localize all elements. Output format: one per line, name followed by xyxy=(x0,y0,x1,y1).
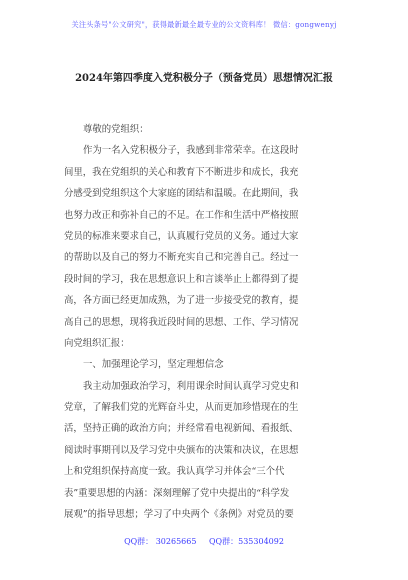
section-line: 活，坚持正确的政治方向；并经常看电视新闻、看报纸、 xyxy=(64,423,299,435)
footer-qq-group-2: QQ群：535304092 xyxy=(209,537,284,546)
footer-contact xyxy=(0,536,408,547)
document-body xyxy=(64,119,354,525)
section-line: 展观”的指导思想；学习了中央两个《条例》对党员的要 xyxy=(64,509,294,521)
paragraph-line: 高，各方面已经更加成熟，为了进一步接受党的教育，提 xyxy=(64,295,299,307)
salutation: 尊敬的党组织： xyxy=(83,124,149,135)
section-heading: 一、加强理论学习，坚定理想信念 xyxy=(83,359,224,371)
document-title: 2024年第四季度入党积极分子（预备党员）思想情况汇报 xyxy=(75,73,333,84)
paragraph-line: 分感受到党组织这个大家庭的团结和温暖。在此期间，我 xyxy=(64,188,299,200)
paragraph-line: 间里，我在党组织的关心和教育下不断进步和成长，我充 xyxy=(64,166,299,178)
section-line: 阅读时事期刊以及学习党中央颁布的决策和决议，在思想 xyxy=(64,444,299,456)
paragraph-line: 也努力改正和弥补自己的不足。在工作和生活中严格按照 xyxy=(64,209,299,221)
section-line: 表”重要思想的内涵：深刻理解了党中央提出的“科学发 xyxy=(64,487,290,499)
paragraph-line: 高自己的思想，现将我近段时间的思想、工作、学习情况 xyxy=(64,316,299,328)
paragraph-line: 的帮助以及自己的努力不断充实自己和完善自己。经过一 xyxy=(64,252,299,264)
section-line: 党章，了解我们党的光辉奋斗史，从而更加珍惜现在的生 xyxy=(64,402,299,414)
paragraph-line: 段时间的学习，我在思想意识上和言谈举止上都得到了提 xyxy=(64,273,299,285)
paragraph-line: 向党组织汇报： xyxy=(64,337,130,349)
header-banner: 关注头条号"公文研究"，获得最新最全最专业的公文资料库！ 微信：gongwenyj xyxy=(71,20,337,29)
paragraph-line: 作为一名入党积极分子，我感到非常荣幸。在这段时 xyxy=(83,145,299,157)
section-line: 我主动加强政治学习，利用课余时间认真学习党史和 xyxy=(83,380,299,392)
paragraph-line: 党员的标准来要求自己，认真履行党员的义务。通过大家 xyxy=(64,230,299,242)
section-line: 上和党组织保持高度一致。我认真学习并体会“三个代 xyxy=(64,466,285,478)
footer-qq-group-1: QQ群： 30265665 xyxy=(124,537,197,546)
